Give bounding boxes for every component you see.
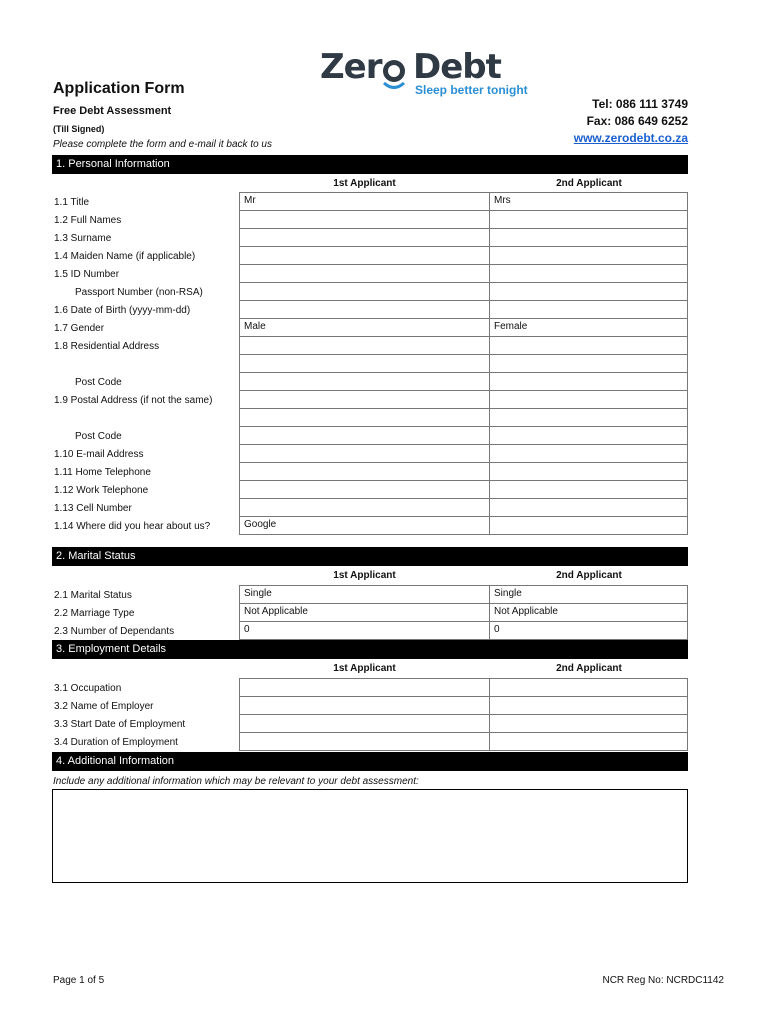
input-2nd-applicant[interactable] bbox=[489, 678, 688, 697]
input-1st-applicant[interactable] bbox=[239, 354, 490, 373]
input-1st-applicant[interactable] bbox=[239, 462, 490, 481]
input-2nd-applicant[interactable] bbox=[489, 282, 688, 301]
input-2nd-applicant[interactable] bbox=[489, 300, 688, 319]
column-header-2nd-applicant: 2nd Applicant bbox=[556, 570, 622, 581]
field-label: 3.2 Name of Employer bbox=[54, 701, 154, 712]
input-2nd-applicant[interactable]: 0 bbox=[489, 621, 688, 640]
input-2nd-applicant[interactable] bbox=[489, 516, 688, 535]
input-1st-applicant[interactable] bbox=[239, 732, 490, 751]
field-label: Post Code bbox=[75, 431, 122, 442]
page-title: Application Form bbox=[53, 80, 185, 97]
input-1st-applicant[interactable] bbox=[239, 264, 490, 283]
input-1st-applicant[interactable] bbox=[239, 210, 490, 229]
contact-tel: Tel: 086 111 3749 bbox=[592, 97, 688, 111]
input-2nd-applicant[interactable]: Not Applicable bbox=[489, 603, 688, 622]
logo-word-debt: Debt bbox=[413, 47, 501, 87]
page-number: Page 1 of 5 bbox=[53, 975, 105, 986]
contact-fax: Fax: 086 649 6252 bbox=[586, 114, 688, 128]
input-1st-applicant[interactable] bbox=[239, 678, 490, 697]
input-1st-applicant[interactable] bbox=[239, 282, 490, 301]
input-1st-applicant[interactable]: Not Applicable bbox=[239, 603, 490, 622]
instructions: Please complete the form and e-mail it back to us bbox=[53, 139, 272, 150]
input-1st-applicant[interactable] bbox=[239, 480, 490, 499]
input-1st-applicant[interactable] bbox=[239, 300, 490, 319]
input-1st-applicant[interactable]: Single bbox=[239, 585, 490, 604]
till-signed-note: (Till Signed) bbox=[53, 124, 105, 134]
input-1st-applicant[interactable] bbox=[239, 390, 490, 409]
field-label: Passport Number (non-RSA) bbox=[75, 287, 203, 298]
input-1st-applicant[interactable] bbox=[239, 498, 490, 517]
input-2nd-applicant[interactable] bbox=[489, 336, 688, 355]
input-1st-applicant[interactable] bbox=[239, 426, 490, 445]
field-label: 2.3 Number of Dependants bbox=[54, 626, 175, 637]
website-link[interactable]: www.zerodebt.co.za bbox=[573, 131, 688, 145]
input-1st-applicant[interactable] bbox=[239, 228, 490, 247]
input-2nd-applicant[interactable] bbox=[489, 228, 688, 247]
input-2nd-applicant[interactable] bbox=[489, 354, 688, 373]
additional-info-textarea[interactable] bbox=[52, 789, 688, 883]
field-label: 2.1 Marital Status bbox=[54, 590, 132, 601]
field-label: 3.3 Start Date of Employment bbox=[54, 719, 186, 730]
input-1st-applicant[interactable] bbox=[239, 246, 490, 265]
input-2nd-applicant[interactable] bbox=[489, 714, 688, 733]
additional-info-note: Include any additional information which may be relevant to your debt assessment: bbox=[53, 776, 419, 787]
input-1st-applicant[interactable]: 0 bbox=[239, 621, 490, 640]
field-label: 1.10 E-mail Address bbox=[54, 449, 144, 460]
input-2nd-applicant[interactable] bbox=[489, 480, 688, 499]
logo-o-pin-icon bbox=[381, 56, 407, 92]
input-1st-applicant[interactable] bbox=[239, 714, 490, 733]
field-label: 1.1 Title bbox=[54, 197, 90, 208]
input-2nd-applicant[interactable] bbox=[489, 408, 688, 427]
input-1st-applicant[interactable] bbox=[239, 696, 490, 715]
input-1st-applicant[interactable] bbox=[239, 444, 490, 463]
field-label: 1.12 Work Telephone bbox=[54, 485, 149, 496]
field-label: 2.2 Marriage Type bbox=[54, 608, 135, 619]
input-2nd-applicant[interactable] bbox=[489, 390, 688, 409]
section-personal-information: 1. Personal Information bbox=[52, 155, 688, 174]
section-marital-status: 2. Marital Status bbox=[52, 547, 688, 566]
input-1st-applicant[interactable] bbox=[239, 408, 490, 427]
column-header-1st-applicant: 1st Applicant bbox=[333, 663, 396, 674]
field-label: Post Code bbox=[75, 377, 122, 388]
field-label: 1.8 Residential Address bbox=[54, 341, 160, 352]
input-2nd-applicant[interactable] bbox=[489, 732, 688, 751]
logo-word-zero: Zer bbox=[320, 47, 382, 87]
field-label: 1.11 Home Telephone bbox=[54, 467, 151, 478]
input-2nd-applicant[interactable] bbox=[489, 462, 688, 481]
section-additional-information: 4. Additional Information bbox=[52, 752, 688, 771]
input-1st-applicant[interactable]: Google bbox=[239, 516, 490, 535]
input-2nd-applicant[interactable] bbox=[489, 372, 688, 391]
input-2nd-applicant[interactable]: Female bbox=[489, 318, 688, 337]
column-header-2nd-applicant: 2nd Applicant bbox=[556, 178, 622, 189]
input-2nd-applicant[interactable] bbox=[489, 426, 688, 445]
column-header-1st-applicant: 1st Applicant bbox=[333, 570, 396, 581]
field-label: 1.4 Maiden Name (if applicable) bbox=[54, 251, 196, 262]
field-label: 1.7 Gender bbox=[54, 323, 105, 334]
ncr-reg-number: NCR Reg No: NCRDC1142 bbox=[602, 975, 724, 986]
field-label: 1.6 Date of Birth (yyyy-mm-dd) bbox=[54, 305, 191, 316]
field-label: 3.4 Duration of Employment bbox=[54, 737, 178, 748]
field-label: 3.1 Occupation bbox=[54, 683, 122, 694]
input-1st-applicant[interactable]: Male bbox=[239, 318, 490, 337]
column-header-2nd-applicant: 2nd Applicant bbox=[556, 663, 622, 674]
section-employment-details: 3. Employment Details bbox=[52, 640, 688, 659]
field-label: 1.13 Cell Number bbox=[54, 503, 132, 514]
input-1st-applicant[interactable] bbox=[239, 372, 490, 391]
input-2nd-applicant[interactable] bbox=[489, 264, 688, 283]
input-1st-applicant[interactable] bbox=[239, 336, 490, 355]
input-2nd-applicant[interactable] bbox=[489, 210, 688, 229]
field-label: 1.14 Where did you hear about us? bbox=[54, 521, 211, 532]
input-1st-applicant[interactable]: Mr bbox=[239, 192, 490, 211]
input-2nd-applicant[interactable] bbox=[489, 444, 688, 463]
field-label: 1.9 Postal Address (if not the same) bbox=[54, 395, 213, 406]
input-2nd-applicant[interactable] bbox=[489, 246, 688, 265]
logo-tagline: Sleep better tonight bbox=[415, 83, 528, 97]
field-label: 1.2 Full Names bbox=[54, 215, 122, 226]
input-2nd-applicant[interactable]: Single bbox=[489, 585, 688, 604]
logo bbox=[320, 47, 540, 100]
input-2nd-applicant[interactable] bbox=[489, 498, 688, 517]
input-2nd-applicant[interactable] bbox=[489, 696, 688, 715]
form-subtitle: Free Debt Assessment bbox=[53, 105, 172, 117]
field-label: 1.3 Surname bbox=[54, 233, 112, 244]
column-header-1st-applicant: 1st Applicant bbox=[333, 178, 396, 189]
field-label: 1.5 ID Number bbox=[54, 269, 120, 280]
input-2nd-applicant[interactable]: Mrs bbox=[489, 192, 688, 211]
